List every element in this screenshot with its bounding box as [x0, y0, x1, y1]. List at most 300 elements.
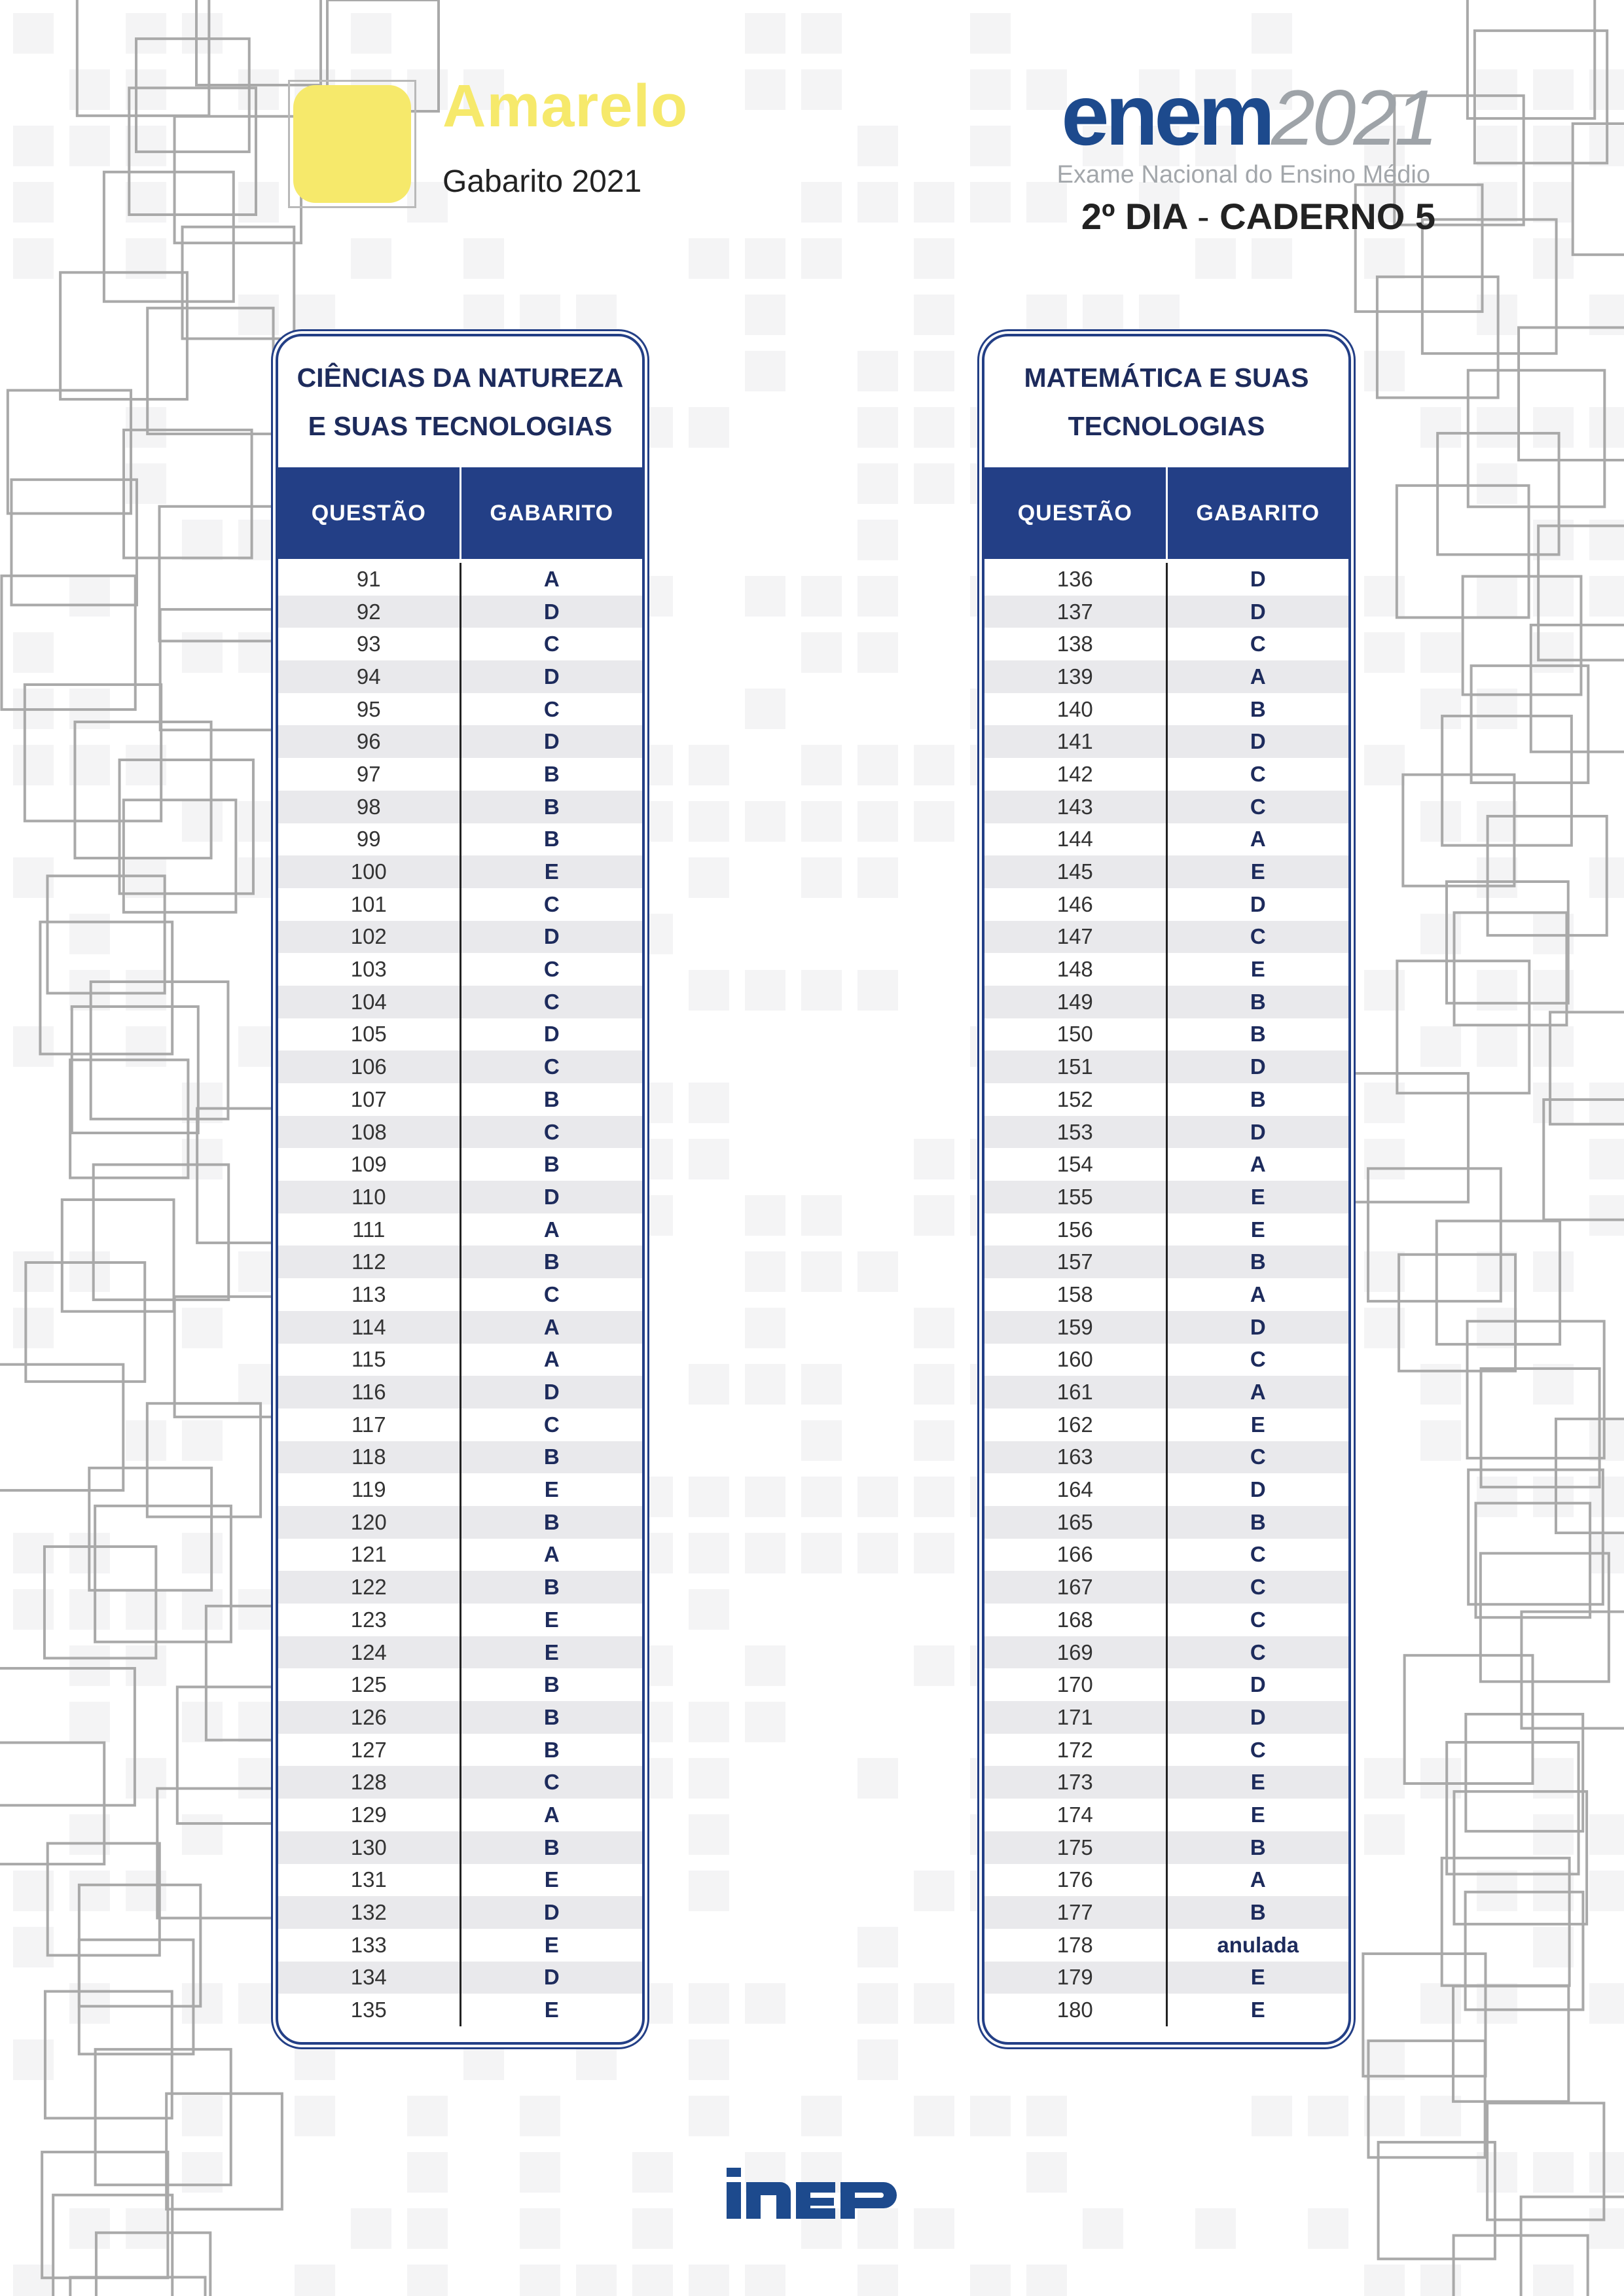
bg-tile	[126, 13, 166, 54]
bg-tile	[1477, 126, 1517, 166]
table-row	[278, 1506, 642, 1539]
bg-tile	[1364, 1758, 1405, 1799]
question-number: 180	[984, 1994, 1168, 2026]
table-row	[278, 1213, 642, 1246]
answer-value: D	[1250, 891, 1266, 916]
answer-value: C	[543, 957, 560, 982]
answer-value: D	[1250, 1704, 1266, 1729]
bg-tile	[1477, 69, 1517, 110]
question-number: 139	[984, 660, 1168, 693]
bg-tile	[69, 576, 110, 617]
question-number: 108	[278, 1116, 461, 1149]
bg-tile	[182, 1983, 223, 2024]
answer-value: C	[543, 1412, 560, 1437]
answer-value: A	[543, 1542, 560, 1567]
bg-tile	[914, 2208, 954, 2249]
table-row	[984, 1831, 1348, 1864]
answer-value: C	[1250, 1542, 1266, 1567]
table-row	[984, 628, 1348, 660]
question-number: 120	[278, 1506, 461, 1539]
bg-tile	[1420, 1983, 1461, 2024]
day-label: 2º DIA	[1081, 196, 1187, 237]
question-number: 110	[278, 1181, 461, 1213]
bg-tile	[689, 857, 729, 898]
question-number: 173	[984, 1766, 1168, 1799]
bg-tile	[238, 1251, 279, 1292]
question-number: 131	[278, 1864, 461, 1897]
bg-tile	[1364, 576, 1405, 617]
question-number: 179	[984, 1962, 1168, 1994]
answer-value: B	[543, 1704, 560, 1729]
question-number: 175	[984, 1831, 1168, 1864]
bg-outline-square	[70, 2277, 205, 2296]
question-number: 138	[984, 628, 1168, 660]
question-number: 129	[278, 1799, 461, 1831]
bg-tile	[914, 1308, 954, 1348]
bg-tile	[1477, 1026, 1517, 1067]
question-number: 172	[984, 1734, 1168, 1767]
bg-outline-square	[60, 272, 187, 399]
table-row	[278, 1473, 642, 1506]
bg-tile	[801, 576, 842, 617]
bg-tile	[1533, 1251, 1574, 1292]
bg-tile	[1083, 2208, 1123, 2249]
bg-tile	[238, 857, 279, 898]
bg-tile	[857, 1983, 898, 2024]
bg-tile	[126, 2208, 166, 2249]
answer-value: A	[543, 1802, 560, 1827]
table-row	[984, 986, 1348, 1018]
bg-tile	[689, 2096, 729, 2136]
table-row	[984, 1506, 1348, 1539]
table-row	[278, 758, 642, 791]
table-row	[984, 596, 1348, 628]
bg-tile	[914, 1420, 954, 1461]
bg-tile	[689, 1814, 729, 1855]
table-body	[278, 563, 642, 2026]
question-number: 127	[278, 1734, 461, 1767]
table-row	[984, 1473, 1348, 1506]
table-row	[278, 1408, 642, 1441]
bg-tile	[1477, 1983, 1517, 2024]
bg-tile	[69, 1645, 110, 1686]
bg-tile	[970, 13, 1011, 54]
answer-value: E	[1250, 957, 1265, 982]
bg-tile	[1477, 1251, 1517, 1292]
answer-value: A	[543, 1217, 560, 1242]
bg-tile	[351, 2208, 391, 2249]
answer-value: A	[543, 1347, 560, 1372]
bg-tile	[1364, 2096, 1405, 2136]
bg-tile	[13, 745, 54, 785]
bg-tile	[407, 2265, 448, 2296]
question-number: 92	[278, 596, 461, 628]
question-number: 166	[984, 1539, 1168, 1571]
question-number: 171	[984, 1701, 1168, 1734]
bg-tile	[970, 2096, 1011, 2136]
question-number: 109	[278, 1148, 461, 1181]
bg-tile	[745, 1983, 785, 2024]
question-number: 145	[984, 855, 1168, 888]
question-number: 150	[984, 1018, 1168, 1051]
bg-tile	[689, 745, 729, 785]
question-number: 148	[984, 953, 1168, 986]
bg-tile	[632, 2265, 673, 2296]
table-row	[984, 1962, 1348, 1994]
answer-value: B	[1250, 1835, 1266, 1859]
answer-value: A	[1250, 1867, 1266, 1892]
question-number: 94	[278, 660, 461, 693]
bg-tile	[1364, 351, 1405, 391]
bg-tile	[238, 1589, 279, 1630]
answer-value: B	[1250, 1022, 1266, 1047]
bg-tile	[238, 1364, 279, 1405]
answer-value: B	[543, 827, 560, 852]
bg-tile	[13, 126, 54, 166]
table-row	[984, 725, 1348, 758]
bg-tile	[126, 1589, 166, 1630]
bg-tile	[238, 1702, 279, 1742]
question-number: 140	[984, 693, 1168, 726]
bg-outline-square	[0, 1668, 135, 1805]
bg-tile	[1533, 1477, 1574, 1517]
bg-tile	[689, 2265, 729, 2296]
bg-tile	[1364, 1139, 1405, 1179]
bg-tile	[1589, 1195, 1624, 1236]
table-header	[984, 467, 1348, 559]
bg-tile	[1364, 632, 1405, 673]
question-number: 98	[278, 791, 461, 823]
answer-value: C	[543, 989, 560, 1014]
question-number: 105	[278, 1018, 461, 1051]
table-row	[278, 1962, 642, 1994]
table-row	[984, 693, 1348, 726]
answer-value: D	[543, 1184, 560, 1209]
bg-tile	[801, 1251, 842, 1292]
answer-value: E	[1250, 1965, 1265, 1990]
answer-value: E	[544, 1607, 559, 1632]
table-row	[984, 823, 1348, 856]
bg-tile	[801, 1195, 842, 1236]
answer-value: B	[543, 794, 560, 819]
table-row	[278, 596, 642, 628]
bg-tile	[801, 1477, 842, 1517]
question-number: 91	[278, 563, 461, 596]
table-row	[984, 791, 1348, 823]
bg-tile	[689, 970, 729, 1011]
question-number: 176	[984, 1864, 1168, 1897]
bg-tile	[463, 295, 504, 335]
bg-tile	[745, 1702, 785, 1742]
bg-tile	[914, 238, 954, 279]
answer-value: D	[1250, 1477, 1266, 1502]
bg-tile	[1420, 632, 1461, 673]
table-row	[984, 1408, 1348, 1441]
question-number: 118	[278, 1441, 461, 1474]
bg-tile	[182, 1533, 223, 1573]
answer-value: D	[543, 924, 560, 949]
table-row	[984, 1376, 1348, 1408]
table-row	[984, 1766, 1348, 1799]
bg-tile	[689, 1477, 729, 1517]
bg-tile	[1589, 1420, 1624, 1461]
question-number: 157	[984, 1246, 1168, 1278]
table-row	[278, 1278, 642, 1311]
question-number: 160	[984, 1344, 1168, 1376]
question-number: 178	[984, 1929, 1168, 1962]
bg-tile	[689, 1758, 729, 1799]
bg-tile	[1308, 2096, 1348, 2136]
bg-tile	[689, 1589, 729, 1630]
bg-tile	[970, 2265, 1011, 2296]
bg-tile	[745, 1364, 785, 1405]
bg-tile	[914, 1983, 954, 2024]
question-number: 125	[278, 1668, 461, 1701]
table-row	[984, 1636, 1348, 1669]
bg-tile	[801, 182, 842, 223]
bg-tile	[1477, 463, 1517, 504]
table-title	[278, 336, 642, 467]
bg-tile	[238, 520, 279, 560]
bg-tile	[1589, 1477, 1624, 1517]
question-number: 154	[984, 1148, 1168, 1181]
question-number: 168	[984, 1604, 1168, 1636]
table-row	[278, 1766, 642, 1799]
bg-tile	[182, 632, 223, 673]
table-title-line2: TECNOLOGIAS	[1068, 411, 1265, 441]
bg-tile	[1533, 2152, 1574, 2193]
bg-outline-square	[94, 1164, 228, 1299]
bg-tile	[801, 745, 842, 785]
bg-tile	[238, 1983, 279, 2024]
col-question-header: QUESTÃO	[311, 500, 426, 526]
bg-tile	[1026, 2096, 1067, 2136]
table-row	[984, 1604, 1348, 1636]
bg-tile	[914, 1645, 954, 1686]
bg-tile	[801, 238, 842, 279]
bg-tile	[69, 126, 110, 166]
answer-value: B	[1250, 1086, 1266, 1111]
bg-tile	[689, 2039, 729, 2080]
answer-value: E	[1250, 1998, 1265, 2022]
bg-tile	[857, 520, 898, 560]
bg-tile	[407, 2152, 448, 2193]
question-number: 141	[984, 725, 1168, 758]
bg-tile	[520, 2096, 560, 2136]
table-row	[984, 1799, 1348, 1831]
table-row	[984, 758, 1348, 791]
table-row	[984, 1018, 1348, 1051]
question-number: 114	[278, 1311, 461, 1344]
answer-table-natureza	[276, 334, 645, 2045]
answer-value: D	[543, 1965, 560, 1990]
bg-tile	[801, 13, 842, 54]
answer-value: D	[543, 664, 560, 689]
bg-tile	[13, 1533, 54, 1573]
question-number: 143	[984, 791, 1168, 823]
answer-value: A	[1250, 1152, 1266, 1177]
table-row	[984, 1896, 1348, 1929]
answer-value: B	[1250, 696, 1266, 721]
bg-tile	[801, 801, 842, 842]
bg-tile	[857, 857, 898, 898]
answer-value: C	[543, 1282, 560, 1306]
bg-tile	[1533, 1927, 1574, 1967]
table-row	[984, 953, 1348, 986]
table-row	[984, 1734, 1348, 1767]
bg-tile	[689, 1702, 729, 1742]
bg-tile	[351, 238, 391, 279]
answer-value: E	[544, 1477, 559, 1502]
table-row	[278, 1668, 642, 1701]
table-row	[984, 1929, 1348, 1962]
answer-value: E	[544, 1867, 559, 1892]
bg-tile	[13, 2265, 54, 2296]
answer-value: B	[543, 761, 560, 786]
bg-tile	[1533, 1026, 1574, 1067]
bg-tile	[1026, 2152, 1067, 2193]
table-row	[278, 1181, 642, 1213]
question-number: 174	[984, 1799, 1168, 1831]
question-number: 158	[984, 1278, 1168, 1311]
bg-tile	[1252, 2096, 1292, 2136]
bg-tile	[520, 295, 560, 335]
answer-value: B	[543, 1152, 560, 1177]
answer-value: C	[543, 1054, 560, 1079]
answer-value: C	[1250, 1575, 1266, 1600]
question-number: 164	[984, 1473, 1168, 1506]
question-number: 96	[278, 725, 461, 758]
bg-tile	[126, 970, 166, 1011]
table-row	[984, 1050, 1348, 1083]
table-title-line1: MATEMÁTICA E SUAS	[1024, 363, 1309, 393]
question-number: 111	[278, 1213, 461, 1246]
bg-tile	[69, 1983, 110, 2024]
bg-tile	[745, 351, 785, 391]
answer-value: C	[1250, 924, 1266, 949]
table-row	[984, 1116, 1348, 1149]
answer-value: B	[1250, 989, 1266, 1014]
bg-tile	[689, 1871, 729, 1911]
bg-tile	[1533, 69, 1574, 110]
bg-tile	[576, 295, 617, 335]
table-row	[278, 1734, 642, 1767]
bg-tile	[970, 69, 1011, 110]
table-row	[984, 1668, 1348, 1701]
answer-value: A	[1250, 827, 1266, 852]
bg-tile	[13, 1308, 54, 1348]
bg-tile	[745, 238, 785, 279]
bg-tile	[689, 801, 729, 842]
answer-value: C	[1250, 1444, 1266, 1469]
question-number: 156	[984, 1213, 1168, 1246]
table-row	[984, 1864, 1348, 1897]
bg-tile	[801, 857, 842, 898]
table-row	[984, 921, 1348, 954]
bg-tile	[1533, 1364, 1574, 1405]
question-number: 112	[278, 1246, 461, 1278]
bg-tile	[182, 2152, 223, 2193]
bg-tile	[857, 970, 898, 1011]
question-number: 169	[984, 1636, 1168, 1669]
bg-tile	[745, 2265, 785, 2296]
col-answer-header: GABARITO	[1166, 467, 1349, 559]
answer-value: C	[1250, 1737, 1266, 1762]
bg-tile	[1589, 1871, 1624, 1911]
bg-tile	[182, 801, 223, 842]
bg-tile	[69, 1871, 110, 1911]
bg-tile	[1420, 801, 1461, 842]
answer-value: C	[543, 1119, 560, 1144]
bg-tile	[857, 126, 898, 166]
bg-tile	[1364, 2265, 1405, 2296]
bg-tile	[1026, 2265, 1067, 2296]
bg-tile	[1533, 126, 1574, 166]
bg-tile	[745, 1533, 785, 1573]
table-row	[278, 628, 642, 660]
bg-tile	[914, 182, 954, 223]
question-number: 97	[278, 758, 461, 791]
answer-table-matematica	[982, 334, 1351, 2045]
bg-tile	[857, 801, 898, 842]
bg-tile	[1533, 238, 1574, 279]
bg-tile	[745, 295, 785, 335]
bg-tile	[238, 801, 279, 842]
bg-outline-square	[0, 1365, 123, 1490]
bg-tile	[182, 1702, 223, 1742]
col-answer-header: GABARITO	[460, 467, 643, 559]
bg-tile	[632, 2152, 673, 2193]
table-row	[984, 1213, 1348, 1246]
bg-tile	[1533, 2265, 1574, 2296]
answer-value: C	[1250, 1607, 1266, 1632]
bg-tile	[745, 69, 785, 110]
answer-value: C	[1250, 761, 1266, 786]
question-number: 163	[984, 1441, 1168, 1474]
table-row	[278, 1799, 642, 1831]
question-number: 152	[984, 1083, 1168, 1116]
table-row	[984, 1441, 1348, 1474]
answer-value: B	[543, 1249, 560, 1274]
bg-tile	[126, 182, 166, 223]
bg-tile	[69, 914, 110, 954]
answer-value: A	[1250, 664, 1266, 689]
bg-tile	[1589, 1983, 1624, 2024]
table-row	[278, 953, 642, 986]
bg-tile	[1364, 745, 1405, 785]
table-row	[278, 1376, 642, 1408]
table-row	[278, 1050, 642, 1083]
question-number: 99	[278, 823, 461, 856]
bg-tile	[689, 407, 729, 448]
answer-value: D	[1250, 1314, 1266, 1339]
bg-tile	[1364, 238, 1405, 279]
table-row	[278, 1994, 642, 2026]
booklet-label: CADERNO 5	[1219, 196, 1435, 237]
bg-tile	[1589, 1139, 1624, 1179]
question-number: 115	[278, 1344, 461, 1376]
question-number: 159	[984, 1311, 1168, 1344]
bg-tile	[1589, 407, 1624, 448]
answer-value: B	[1250, 1249, 1266, 1274]
enem-logo	[1057, 67, 1435, 163]
answer-value: D	[1250, 599, 1266, 624]
answer-value: D	[543, 1380, 560, 1405]
enem-subtitle: Exame Nacional do Ensino Médio	[1056, 161, 1430, 188]
answer-value: C	[1250, 1347, 1266, 1372]
answer-value: D	[1250, 1672, 1266, 1697]
table-row	[984, 1994, 1348, 2026]
